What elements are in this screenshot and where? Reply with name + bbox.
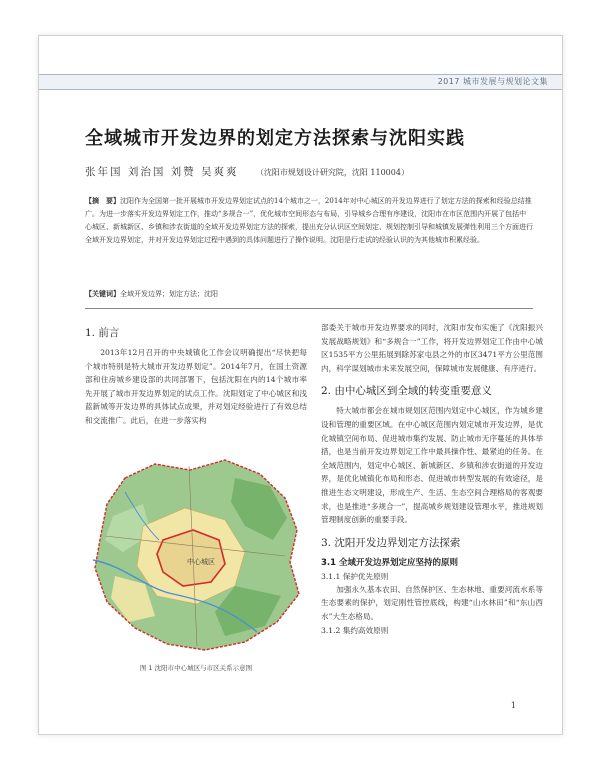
section-3-heading: 3. 沈阳开发边界划定方法探索	[321, 536, 461, 549]
keywords	[85, 289, 533, 299]
left-column	[85, 321, 307, 428]
author-names: 张年国 刘治国 刘赞 吴爽爽	[85, 166, 239, 178]
keywords-text: 全域开发边界；划定方法；沈阳	[120, 290, 218, 298]
abstract	[85, 194, 533, 247]
section-3-1-1-paragraph: 加强永久基本农田、自然保护区、生态林地、重要河流水系等生态要素的保护，划定刚性管控底线，构建“山水林田”和“东山西水”大生态格局。	[321, 584, 543, 621]
abstract-text: 沈阳作为全国第一批开展城市开发边界划定试点的14个城市之一，2014年对中心城区的开发边界进行了划定方法的探索和经验总结推广。为进一步落实开发边界划定工作，推动“多规合一”，优化城市空间形态与布局，引导城乡合理有序建设，沈阳市在市区范围内开展了包括中心城区、新城新区、乡镇和涉农街道的全域开发边界划定方法的探索，提出充分认识区空间划定、规划控制引导和城镇发展弹性利用三个方面进行全域开发边界划定，并对开发边界划定过程中遇到的具体问题进行了操作说明。沈阳是行走试的经验认识的为其他城市积累经验。	[85, 197, 533, 244]
journal-banner: 2017 城市发展与规划论文集	[437, 77, 548, 86]
page-number: 1	[510, 701, 516, 710]
map-figure	[85, 456, 307, 656]
author-affiliation: （沈阳市规划设计研究院，沈阳 110004）	[255, 168, 409, 177]
section-2-heading: 2. 由中心城区到全域的转变重要意义	[321, 385, 492, 398]
section-3-1-heading: 3.1 全域开发边界划定应坚持的原则	[321, 557, 459, 568]
keywords-label: 【关键词】	[85, 289, 120, 298]
section-1-paragraph: 2013年12月召开的中央城镇化工作会议明确提出“尽快把每个城市特别是特大城市开发边界划定”。2014年7月，在国土资源部和住房城乡建设部的共同部署下，包括沈阳在内的14个城市率先开展了城市开发边界划定的试点工作。沈阳划定了中心城区和浅蓝新城等开发边界的具体试点成果，并对划定经验进行了有效总结和交流推广。此后，在进一步落实构	[85, 348, 307, 425]
paper-page	[38, 35, 563, 735]
shenyang-map	[85, 456, 307, 656]
section-3-1-2-heading: 3.1.2 集约高效原则	[321, 625, 389, 635]
section-2-paragraph: 特大城市都会在城市规划区范围内划定中心城区，作为城乡建设和管理的重要区域。在中心城区范围内划定城市开发边界，是优化城镇空间布局、促进城市集约发展、防止城市无序蔓延的具体举措，也是当前开发边界划定工作中最具操作性、最紧迫的任务。在全域范围内，划定中心城区、新城新区、乡镇和涉农街道的开发边界，是优化城镇化布局和形态、促进城市转型发展的有效途径，是推进生态文明建设，形成生产、生活、生态空间合理格局的客观要求，也是推进“多规合一”，提高城乡规划建设管理水平，推进规划管理制度创新的重要手段。	[321, 406, 543, 525]
map-label-central-city: 中心城区	[187, 558, 215, 566]
figure-caption: 图 1 沈阳市中心城区与市区关系示意图	[139, 664, 253, 672]
section-1-continuation: 部委关于城市开发边界要求的同时，沈阳市发布实施了《沈阳振兴发展战略规划》和“多规合一”工作，将开发边界划定工作由中心城区1535平方公里拓展到除苏家屯县之外的市区3471平方公里范围内，科学谋划城市未来发展空间，保障城市发展健康、有序进行。	[321, 323, 543, 373]
abstract-label: 【摘 要】	[85, 196, 120, 205]
author-line	[85, 164, 409, 179]
right-column	[321, 321, 543, 637]
paper-title: 全域城市开发边界的划定方法探索与沈阳实践	[85, 128, 465, 149]
section-1-heading: 1. 前言	[85, 327, 120, 339]
divider-rule	[85, 308, 533, 309]
section-3-1-1-heading: 3.1.1 保护优先原则	[321, 571, 389, 581]
